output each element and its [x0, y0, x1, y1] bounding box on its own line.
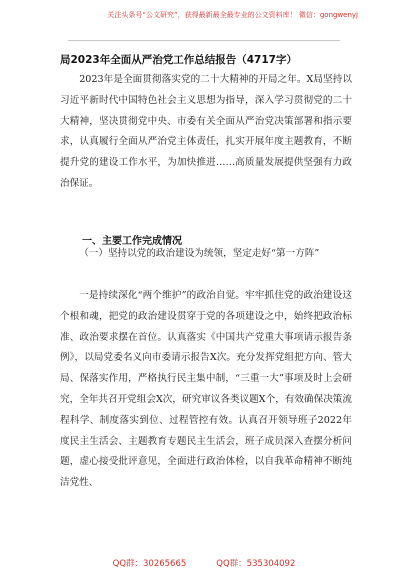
- section-heading: 一、主要工作完成情况: [82, 236, 182, 247]
- subheading: （一）坚持以党的政治建设为统领，坚定走好“第一方阵”: [79, 248, 320, 259]
- footer-qq-group-1: QQ群：30265665: [112, 559, 187, 569]
- footer-contact: [0, 557, 408, 569]
- footer-qq-group-2: QQ群：535304092: [216, 559, 296, 569]
- document-title: 局2023年全面从严治党工作总结报告（4717字）: [60, 54, 297, 66]
- header-divider: [68, 40, 340, 41]
- intro-paragraph: 2023年是全面贯彻落实党的二十大精神的开局之年。X局坚持以习近平新时代中国特色社会主义思想为指导，深入学习贯彻党的二十大精神，坚决贯彻党中央、市委有关全面从严治党决策部署和指示要求，认真履行全面从严治党主体责任，扎实开展年度主题教育，不断提升党的建设工作水平，为加快推进……高质量发展提供坚强有力政治保证。: [60, 74, 352, 189]
- header-banner: 关注头条号“公文研究”，获得最新最全最专业的公文资料库！ 微信：gongwenyj: [107, 11, 358, 19]
- body-paragraph: 一是持续深化“两个维护”的政治自觉。牢牢抓住党的政治建设这个根和魂，把党的政治建设贯穿于党的各项建设之中，始终把政治标准、政治要求摆在首位。认真落实《中国共产党重大事项请示报告条例》，以局党委名义向市委请示报告X次。充分发挥党组把方向、管大局、保落实作用，严格执行民主集中制，“三重一大”事项及时上会研究，全年共召开党组会X次，研究审议各类议题X个，有效确保决策流程科学、制度落实到位、过程管控有效。认真召开领导班子2022年度民主生活会、主题教育专题民主生活会，班子成员深入查摆分析问题，虚心接受批评意见，全面进行政治体检，以自我革命精神不断纯洁党性、: [60, 290, 352, 489]
